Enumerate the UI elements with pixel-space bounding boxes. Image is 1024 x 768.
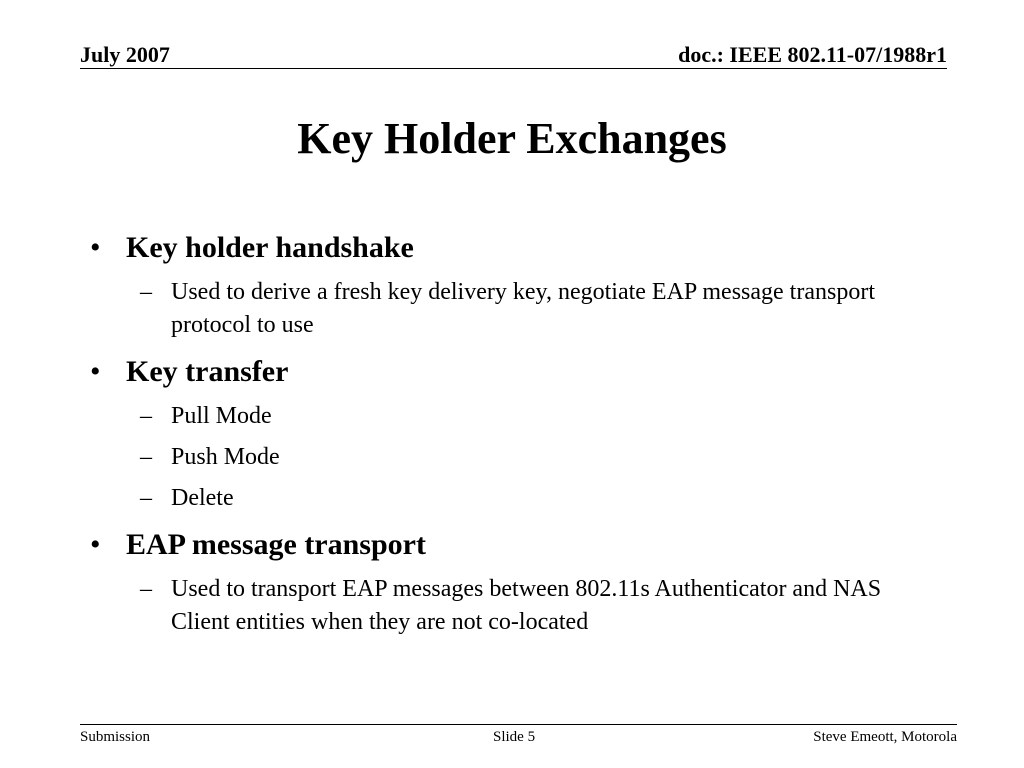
sub-list	[0, 573, 1024, 639]
sub-list	[0, 276, 1024, 342]
sub-item	[0, 482, 911, 515]
footer-slide-number: Slide 5	[493, 729, 536, 745]
sub-text: Used to transport EAP messages between 802.11s Authenticator and NAS Client entities when they are not co-located	[171, 576, 882, 635]
slide-title: Key Holder Exchanges	[297, 114, 727, 163]
sub-text: Delete	[171, 485, 234, 511]
bullet-marker: •	[90, 355, 101, 388]
header-date: July 2007	[80, 42, 170, 67]
sub-item	[0, 400, 911, 433]
bullet-item	[0, 352, 1024, 392]
sub-marker: –	[140, 485, 152, 511]
sub-marker: –	[140, 444, 152, 470]
bullet-marker: •	[90, 528, 101, 561]
bullet-text: Key transfer	[126, 355, 289, 388]
bullet-text: Key holder handshake	[126, 231, 414, 264]
sub-text: Pull Mode	[171, 403, 272, 429]
sub-item	[0, 441, 911, 474]
bullet-item	[0, 525, 1024, 565]
bullet-marker: •	[90, 231, 101, 264]
bullet-item	[0, 228, 1024, 268]
sub-marker: –	[140, 279, 152, 305]
footer-author: Steve Emeott, Motorola	[813, 729, 957, 745]
sub-item	[0, 573, 911, 639]
sub-text: Used to derive a fresh key delivery key, negotiate EAP message transport protocol to use	[171, 279, 875, 338]
sub-item	[0, 276, 911, 342]
header-doc-id: doc.: IEEE 802.11-07/1988r1	[678, 42, 947, 67]
sub-marker: –	[140, 576, 152, 602]
sub-list	[0, 400, 1024, 515]
slide-body	[0, 228, 1024, 649]
header-divider	[80, 68, 947, 69]
sub-text: Push Mode	[171, 444, 280, 470]
footer-submission: Submission	[80, 729, 151, 745]
bullet-text: EAP message transport	[126, 528, 426, 561]
footer-divider	[80, 724, 957, 725]
sub-marker: –	[140, 403, 152, 429]
